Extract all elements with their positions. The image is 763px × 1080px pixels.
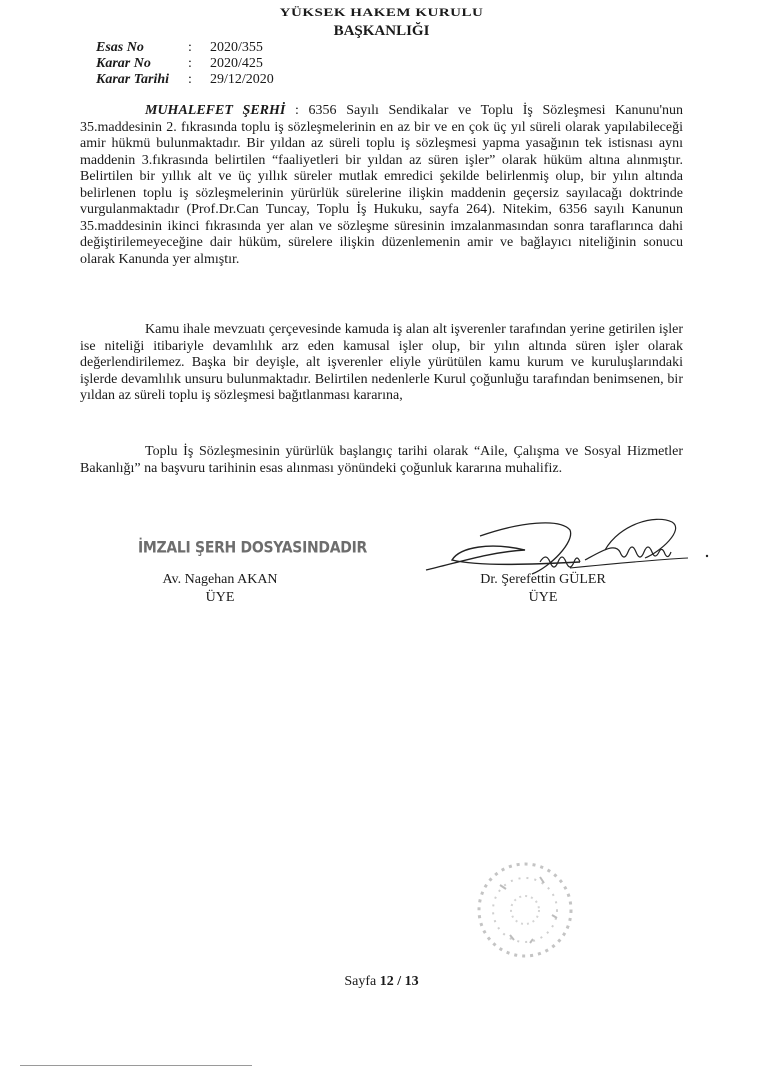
signatory-right-name: Dr. Şerefettin GÜLER [480, 572, 606, 587]
tarih-row [96, 72, 274, 88]
header-organization: YÜKSEK HAKEM KURULU [279, 6, 484, 20]
tarih-colon: : [188, 72, 192, 87]
karar-value: 2020/425 [210, 56, 263, 71]
paragraph-2 [80, 322, 683, 405]
header-subtitle: BAŞKANLIĞI [333, 23, 430, 39]
tarih-label: Karar Tarihi [96, 72, 170, 87]
signatory-left-role: ÜYE [205, 590, 235, 605]
signatory-left [140, 571, 300, 607]
paragraph-2-text: Kamu ihale mevzuatı çerçevesinde kamuda iş alan alt işverenler tarafından yerine getirilen işler ise niteliği itibariyle devamlılık arz eden kamusal işler olup, bir yılın altında süren işler olarak değerlendirilemez. Başka bir deyişle, alt işverenler eliyle yürütülen kamu kurum ve kuruluşlarındaki işlerde devamlılık unsuru bulunmaktadır. Belirtilen nedenlerle Kurul çoğunluğu tarafından benimsenen, bir yıldan az süreli toplu iş sözleşmesi bağıtlanması kararına, [80, 322, 683, 403]
signatory-right [463, 571, 623, 607]
signatory-right-role: ÜYE [528, 590, 558, 605]
case-meta [96, 40, 274, 88]
page-number: 12 / 13 [379, 974, 419, 989]
karar-colon: : [188, 56, 192, 71]
esas-value: 2020/355 [210, 40, 263, 55]
paragraph-1-text: : 6356 Sayılı Sendikalar ve Toplu İş Sözleşmesi Kanunu'nun 35.maddesinin 2. fıkrasında toplu iş sözleşmelerinin en az bir ve en çok üç yıl süreli olarak yapılabileceği amir hükmü bulunmaktadır. Bir yıldan az süreli toplu iş sözleşmesi yapma yasağının tek istisnası aynı maddenin 3.fıkrasında belirtilen “faaliyetleri bir yıldan az süren işler” olarak hüküm altına alınmıştır. Belirtilen bir yıllık alt ve üç yıllık süreler mutlak emredici şekilde belirlenmiş olup, bir yılın altında belirlenen toplu iş sözleşmelerinin yürürlük sürelerine ilişkin maddenin geçersiz sayılacağı doktrinde vurgulanmaktadır (Prof.Dr.Can Tuncay, Toplu İş Hukuku, sayfa 264). Nitekim, 6356 sayılı Kanunun 35.maddesinin ikinci fıkrasında yer alan ve sözleşme süresinin imzalanmasından sonra taraflarınca dahi değiştirilemeyeceğine dair hüküm, sürelere ilişkin düzenlemenin amir ve bağlayıcı niteliğinin sonucu olarak Kanunda yer almıştır. [80, 103, 683, 267]
bottom-rule [20, 1065, 252, 1066]
signed-dissent-stamp: İMZALI ŞERH DOSYASINDADIR [138, 538, 367, 558]
paragraph-1 [80, 103, 683, 268]
faded-seal-icon [470, 855, 580, 965]
paragraph-3-text: Toplu İş Sözleşmesinin yürürlük başlangıç tarihi olarak “Aile, Çalışma ve Sosyal Hizmetler Bakanlığı” na başvuru tarihinin esas alınması yönündeki çoğunluk kararına muhalifiz. [80, 444, 683, 476]
esas-colon: : [188, 40, 192, 55]
karar-label: Karar No [96, 56, 151, 71]
karar-row [96, 56, 274, 72]
signatory-left-name: Av. Nagehan AKAN [162, 572, 278, 587]
page-label: Sayfa [344, 974, 380, 989]
esas-label: Esas No [96, 40, 144, 55]
header [0, 4, 763, 40]
page-footer [0, 974, 763, 990]
tarih-value: 29/12/2020 [210, 72, 274, 87]
esas-row [96, 40, 274, 56]
dissent-heading: MUHALEFET ŞERHİ [145, 103, 286, 118]
paragraph-3 [80, 444, 683, 477]
